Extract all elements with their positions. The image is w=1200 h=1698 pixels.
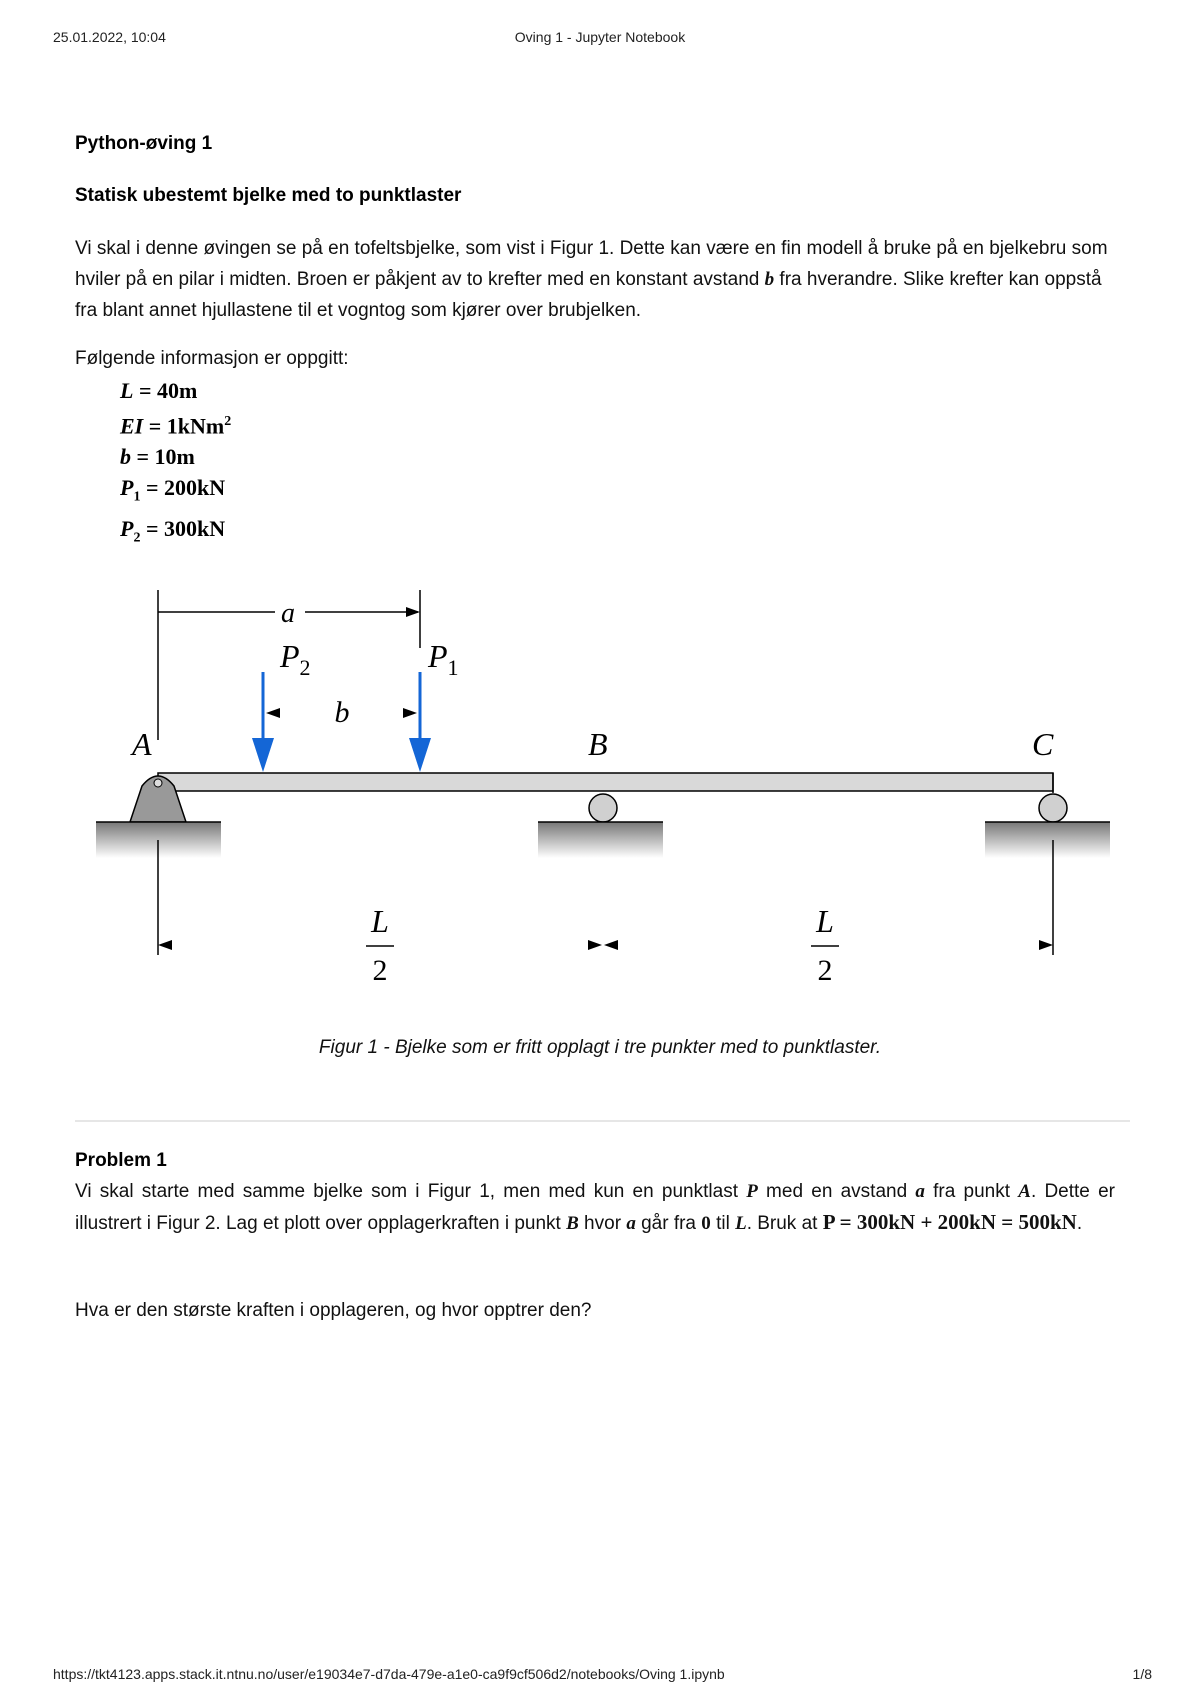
math-zero: 0: [701, 1213, 711, 1234]
dim-a-arrowhead: [406, 607, 420, 617]
given-info-label: Følgende informasjon er oppgitt:: [75, 348, 349, 369]
ground-c: [985, 822, 1110, 858]
load-p1-arrowhead: [409, 738, 431, 772]
problem-1-title: Problem 1: [75, 1150, 167, 1171]
notebook-title: Python-øving 1: [75, 133, 213, 154]
ground-b: [538, 822, 663, 858]
problem-1-question: Hva er den største kraften i opplageren, og hvor opptrer den?: [75, 1300, 592, 1321]
dim-l-arrow-mid-right: [604, 940, 618, 950]
given-P1: $P_1 = 200kN$: [120, 475, 226, 505]
math-var-a: a: [915, 1181, 925, 1202]
dim-b-label: b: [334, 696, 350, 729]
dim-l-arrow-mid-left: [588, 940, 602, 950]
section-subtitle: Statisk ubestemt bjelke med to punktlaster: [75, 185, 462, 206]
dim-l-half-right-numerator: L: [816, 903, 834, 939]
point-b-label: B: [588, 726, 608, 762]
intro-text-2: fra hverandre. Slike krefter kan oppstå fra blant annet hjullastene til et vogntog som kjører over brubjelken.: [75, 269, 1102, 321]
given-P2: $P_2 = 300kN$: [120, 515, 226, 546]
math-var-B: B: [566, 1213, 579, 1234]
math-var-P: P: [746, 1181, 758, 1202]
dim-l-arrow-right: [1039, 940, 1053, 950]
load-p2-arrowhead: [252, 738, 274, 772]
load-p2-label: $P_2$: [280, 638, 311, 680]
beam: [158, 773, 1053, 791]
math-var-L: L: [735, 1213, 747, 1234]
problem-1-text: Vi skal starte med samme bjelke som i Figur 1, men med kun en punktlast P med en avstand a fra punkt A. Dette er illustrert i Figur 2. Lag et plott over opplagerkraften i punkt B hvor a går fra 0 til L. Bruk at P = 300kN + 200kN = 500kN.: [75, 1181, 1116, 1234]
dim-l-half-left-numerator: L: [371, 903, 389, 939]
math-var-b: b: [764, 269, 775, 290]
load-p1-label: $P_1$: [428, 638, 459, 680]
pin-support-a-hinge: [154, 779, 162, 787]
given-EI: EI = 1kNm$^2$: [120, 413, 232, 439]
roller-support-c: [1039, 794, 1067, 822]
math-var-A: A: [1018, 1181, 1031, 1202]
cell-divider: [75, 1120, 1130, 1122]
given-b: b = 10m: [120, 444, 195, 470]
print-url: https://tkt4123.apps.stack.it.ntnu.no/user/e19034e7-d7da-479e-a1e0-ca9f9cf506d2/notebooks/Oving 1.ipynb: [53, 1666, 725, 1682]
math-var-a2: a: [626, 1213, 636, 1234]
beam-figure: [90, 590, 1120, 990]
dim-a-label: a: [281, 598, 295, 629]
point-a-label: A: [132, 726, 152, 762]
figure-caption: Figur 1 - Bjelke som er fritt opplagt i tre punkter med to punktlaster.: [318, 1037, 882, 1058]
dim-b-right-arrow: [403, 708, 417, 718]
dim-l-half-right-denominator: 2: [817, 954, 833, 987]
math-equation-P: P = 300kN + 200kN = 500kN: [822, 1210, 1077, 1234]
dim-l-arrow-left: [158, 940, 172, 950]
dim-l-half-left-denominator: 2: [372, 954, 388, 987]
given-L: L = 40m: [120, 378, 198, 403]
roller-support-b: [589, 794, 617, 822]
print-page-title: Oving 1 - Jupyter Notebook: [514, 29, 686, 45]
given-values-list: [120, 375, 231, 553]
print-page-number: 1/8: [1132, 1666, 1152, 1682]
intro-text-1: Vi skal i denne øvingen se på en tofeltsbjelke, som vist i Figur 1. Dette kan være en fin modell å bruke på en bjelkebru som hviler på en pilar i midten. Broen er påkjent av to krefter med en konstant avstand: [75, 238, 1108, 290]
point-c-label: C: [1032, 726, 1054, 762]
dim-b-left-arrow: [266, 708, 280, 718]
print-datetime: 25.01.2022, 10:04: [53, 29, 166, 45]
intro-paragraph: [75, 233, 1125, 326]
